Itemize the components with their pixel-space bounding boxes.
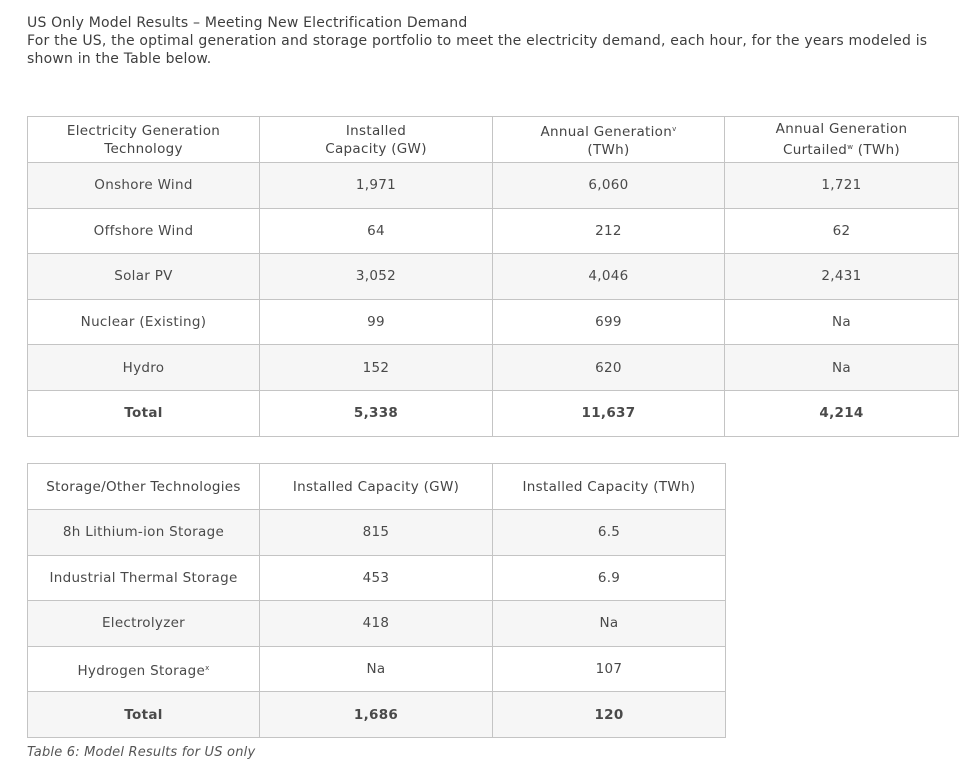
table-cell: 699 (493, 299, 725, 345)
footnote-marker: v (672, 125, 677, 133)
header-cell: Annual Generation$^v$ (TWh) (493, 117, 725, 163)
table-row (28, 208, 959, 254)
table-caption: Table 6: Model Results for US only (27, 745, 256, 760)
section-title: US Only Model Results – Meeting New Electrification Demand (27, 15, 468, 31)
section-heading (27, 14, 957, 68)
table-cell: 62 (725, 208, 959, 254)
table-cell: 620 (493, 345, 725, 391)
header-cell: Installed Capacity (GW) (260, 117, 493, 163)
header-cell: Electricity Generation Technology (28, 117, 260, 163)
table-cell: 1,971 (260, 163, 493, 209)
table-cell: Onshore Wind (28, 163, 260, 209)
table-header-row (28, 464, 726, 510)
table-cell: Solar PV (28, 254, 260, 300)
table-cell: Na (493, 601, 726, 647)
table-cell: 5,338 (260, 390, 493, 436)
table-row (28, 646, 726, 692)
table-cell: Total (28, 390, 260, 436)
table-cell: Hydro (28, 345, 260, 391)
table-cell: 815 (260, 510, 493, 556)
table-header-row (28, 117, 959, 163)
table-cell: 2,431 (725, 254, 959, 300)
table-cell: Hydrogen Storage$^x$ (28, 646, 260, 692)
table-cell: Na (260, 646, 493, 692)
table-row (28, 345, 959, 391)
table-row (28, 510, 726, 556)
table-cell: 64 (260, 208, 493, 254)
table-cell: Na (725, 345, 959, 391)
table-cell: 107 (493, 646, 726, 692)
table-cell: Na (725, 299, 959, 345)
table-cell: 11,637 (493, 390, 725, 436)
table-cell: Electrolyzer (28, 601, 260, 647)
table-cell: 6.9 (493, 555, 726, 601)
table-cell: Total (28, 692, 260, 738)
table-cell: Offshore Wind (28, 208, 260, 254)
table-cell: 6,060 (493, 163, 725, 209)
generation-table (27, 116, 959, 437)
table-cell: 418 (260, 601, 493, 647)
header-cell: Installed Capacity (GW) (260, 464, 493, 510)
table-cell: 4,214 (725, 390, 959, 436)
header-cell: Installed Capacity (TWh) (493, 464, 726, 510)
table-total-row (28, 692, 726, 738)
footnote-marker: x (205, 663, 210, 672)
table-row (28, 601, 726, 647)
table-row (28, 254, 959, 300)
table-row (28, 163, 959, 209)
table-cell: Nuclear (Existing) (28, 299, 260, 345)
table-cell: 8h Lithium-ion Storage (28, 510, 260, 556)
table-cell: 99 (260, 299, 493, 345)
table-cell: 453 (260, 555, 493, 601)
table-cell: 4,046 (493, 254, 725, 300)
table-total-row (28, 390, 959, 436)
table-cell: 6.5 (493, 510, 726, 556)
footnote-marker: w (847, 143, 854, 151)
table-cell: 3,052 (260, 254, 493, 300)
table-cell: 120 (493, 692, 726, 738)
table-cell: 1,686 (260, 692, 493, 738)
table-cell: Industrial Thermal Storage (28, 555, 260, 601)
header-cell: Annual Generation Curtailed$^w$ (TWh) (725, 117, 959, 163)
section-description: For the US, the optimal generation and storage portfolio to meet the electricity demand, each hour, for the years modeled is shown in the Table below. (27, 33, 928, 67)
table-cell: 212 (493, 208, 725, 254)
table-row (28, 555, 726, 601)
table-row (28, 299, 959, 345)
table-cell: 152 (260, 345, 493, 391)
table-cell: 1,721 (725, 163, 959, 209)
storage-table (27, 463, 726, 738)
header-cell: Storage/Other Technologies (28, 464, 260, 510)
